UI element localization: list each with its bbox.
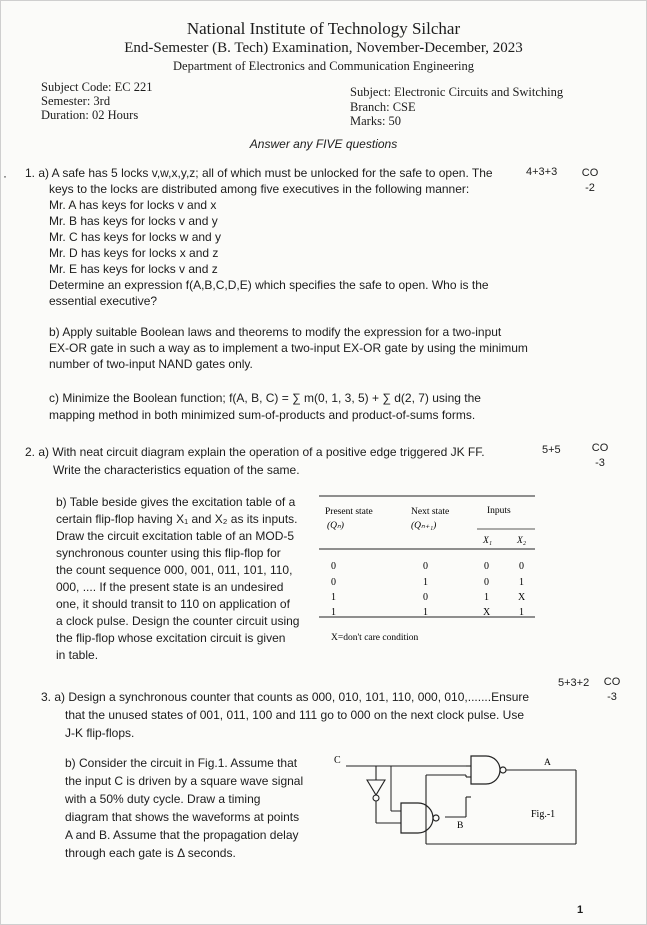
cell-r3-x1: 1 [484,592,489,603]
q1a-line-5: Mr. C has keys for locks w and y [49,230,222,244]
q2b-line-4: synchronous counter using this flip-flop for [56,546,281,560]
col-next-symbol: (Qₙ₊₁) [411,521,437,531]
q1a-line-6: Mr. D has keys for locks x and z [49,246,219,260]
col-next-state: Next state [411,507,450,517]
point-a-label: A [544,758,551,768]
col-present-symbol: (Qₙ) [327,521,344,531]
cell-r2-next: 1 [423,577,428,588]
circuit-wires [346,766,576,844]
total-marks: Marks: 50 [350,114,402,128]
subject-name: Subject: Electronic Circuits and Switching [350,85,564,99]
page-number: 1 [577,904,584,916]
col-inputs: Inputs [487,506,511,516]
q2b-line-5: the count sequence 000, 001, 011, 101, 110, [56,563,293,577]
q1c-line-1: c) Minimize the Boolean function; f(A, B, C) = ∑ m(0, 1, 3, 5) + ∑ d(2, 7) using the [49,391,481,405]
cell-r3-present: 1 [331,592,336,603]
institute-name: National Institute of Technology Silchar [186,19,461,38]
cell-r4-present: 1 [331,607,336,618]
q2b-line-6: 000, .... If the present state is an undesired [56,580,284,594]
duration: Duration: 02 Hours [41,108,139,122]
cell-r3-next: 0 [423,592,428,603]
cell-r4-next: 1 [423,607,428,618]
q2b-line-9: the flip-flop whose excitation circuit is given [56,631,286,645]
q1a-line-1: 1. a) A safe has 5 locks v,w,x,y,z; all of which must be unlocked for the safe to open. The [25,166,493,180]
exam-title: End-Semester (B. Tech) Examination, November-December, 2023 [124,40,523,56]
department-name: Department of Electronics and Communication Engineering [173,59,474,73]
q1-co-label: CO [581,167,599,179]
q1b-line-3: number of two-input NAND gates only. [49,357,253,371]
q3a-line-1: 3. a) Design a synchronous counter that counts as 000, 010, 101, 110, 000, 010,.......Ensure [41,690,530,704]
q1b-line-2: EX-OR gate in such a way as to implement a two-input EX-OR gate by using the minimum [49,341,528,355]
q2b-line-8: a clock pulse. Design the counter circuit using [56,614,300,628]
q2-marks: 5+5 [542,444,561,456]
q1-marks: 4+3+3 [526,166,558,178]
cell-r4-x1: X [483,607,491,618]
q3b-line-1: b) Consider the circuit in Fig.1. Assume that [65,756,298,770]
q2b-line-10: in table. [56,648,99,662]
q1a-line-4: Mr. B has keys for locks v and y [49,214,218,228]
col-input-x1: X₁ [483,536,493,546]
branch: Branch: CSE [350,100,416,114]
q2b-line-1: b) Table beside gives the excitation table of a [56,495,296,509]
q2a-line-1: 2. a) With neat circuit diagram explain the operation of a positive edge triggered JK FF. [25,445,485,459]
q1a-line-8: Determine an expression f(A,B,C,D,E) which specifies the safe to open. Who is the [49,278,489,292]
q3a-line-2: that the unused states of 001, 011, 100 and 111 go to 000 on the next clock pulse. Use [65,708,524,722]
q2b-line-3: Draw the circuit excitation table of an MOD-5 [56,529,295,543]
q2-co-number: -3 [595,457,605,469]
q3-co-label: CO [603,676,621,688]
q1-co-number: -2 [585,182,595,194]
cell-r1-present: 0 [331,561,336,572]
col-present-state: Present state [325,507,373,517]
q1a-line-3: Mr. A has keys for locks v and x [49,198,217,212]
nand-gate-top [471,756,506,784]
gate-bottom-second-input [391,766,401,811]
figure-1-circuit [326,741,581,866]
q1a-line-2: keys to the locks are distributed among five executives in the following manner: [49,182,470,196]
cell-r1-x2: 0 [519,561,524,572]
q3-marks: 5+3+2 [558,677,590,689]
cell-r1-x1: 0 [484,561,489,572]
cell-r2-x1: 0 [484,577,489,588]
q2-co-label: CO [591,442,609,454]
cell-r2-x2: 1 [519,577,524,588]
q3b-line-2: the input C is driven by a square wave signal [65,774,304,788]
margin-mark: · [3,169,7,183]
cell-r1-next: 0 [423,561,428,572]
q1a-line-9: essential executive? [49,294,158,308]
table-note: X=don't care condition [331,633,419,643]
q2b-line-2: certain flip-flop having X₁ and X₂ as its inputs. [56,512,298,526]
input-c-label: C [334,755,341,766]
q3b-line-4: diagram that shows the waveforms at points [65,810,300,824]
excitation-table [313,489,545,651]
q3b-line-3: with a 50% duty cycle. Draw a timing [65,792,261,806]
q3a-line-3: J-K flip-flops. [65,726,135,740]
semester: Semester: 3rd [41,94,111,108]
cell-r3-x2: X [518,592,526,603]
q3-co-number: -3 [607,691,617,703]
point-b-label: B [457,821,464,831]
q1b-line-1: b) Apply suitable Boolean laws and theorems to modify the expression for a two-input [49,325,502,339]
q3b-line-5: A and B. Assume that the propagation delay [65,828,299,842]
q2b-line-7: one, it should transit to 110 on application of [56,597,290,611]
q1a-line-7: Mr. E has keys for locks v and z [49,262,218,276]
nand-gate-bottom [401,803,439,833]
cell-r4-x2: 1 [519,607,524,618]
q1c-line-2: mapping method in both minimized sum-of-products and product-of-sums forms. [49,408,476,422]
col-input-x2: X₂ [517,536,527,546]
q2a-line-2: Write the characteristics equation of the same. [53,463,300,477]
instruction: Answer any FIVE questions [249,137,398,151]
figure-caption: Fig.-1 [531,809,556,820]
cell-r2-present: 0 [331,577,336,588]
q3b-line-6: through each gate is Δ seconds. [65,846,236,860]
subject-code: Subject Code: EC 221 [41,80,153,94]
